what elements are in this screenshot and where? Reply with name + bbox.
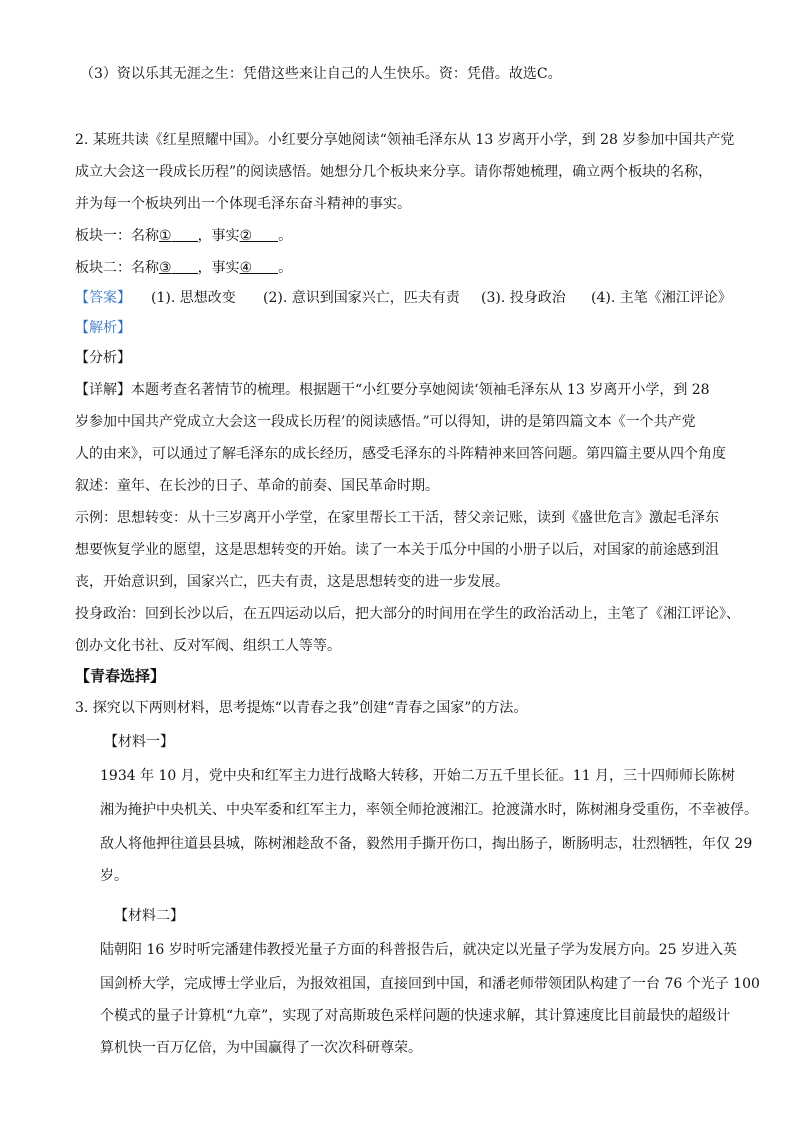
jiexi-label: 【解析】 — [75, 320, 131, 336]
q3-stem: 3. 探究以下两则材料，思考提炼“以青春之我”创建“青春之国家”的方法。 — [75, 700, 528, 716]
politics-line-1: 投身政治：回到长沙以后，在五四运动以后，把大部分的时间用在学生的政治活动上，主笔了《湘江评论》、 — [75, 606, 740, 622]
example-line-1: 示例：思想转变：从十三岁离开小学堂，在家里帮长工干活，替父亲记账，读到《盛世危言》激起毛泽东 — [75, 510, 719, 526]
block-2-mid: ，事实 — [197, 260, 240, 276]
block-1-blank-2[interactable] — [252, 227, 278, 242]
block-1-mark-2: ② — [239, 228, 253, 244]
example-line-2: 想要恢复学业的愿望，这是思想转变的开始。读了一本关于瓜分中国的小册子以后，对国家的前途感到沮 — [75, 542, 719, 558]
answer-4: (4). 主笔《湘江评论》 — [591, 290, 732, 306]
answer-3: (3). 投身政治 — [481, 290, 566, 306]
detail-line-3: 人的由来》，可以通过了解毛泽东的成长经历，感受毛泽东的斗阵精神来回答问题。第四篇主要从四个角度 — [75, 446, 726, 462]
material-2-label: 【材料二】 — [114, 908, 184, 924]
material-2-line-3: 个模式的量子计算机“九章”，实现了对高斯玻色采样问题的快速求解，其计算速度比目前最快的超级计 — [100, 1008, 731, 1024]
block-2-prefix: 板块二：名称 — [75, 260, 159, 276]
block-2-blank-2[interactable] — [252, 259, 278, 274]
fenxi-label: 【分析】 — [75, 350, 131, 366]
q1-explanation-tail: （3）资以乐其无涯之生：凭借这些来让自己的人生快乐。资：凭借。故选C。 — [80, 66, 562, 82]
q2-stem-line-1: 2. 某班共读《红星照耀中国》。小红要分享她阅读“领袖毛泽东从 13 岁离开小学，到 28 岁参加中国共产党 — [75, 132, 735, 148]
q2-stem-line-3: 并为每一个板块列出一个体现毛泽东奋斗精神的事实。 — [75, 196, 411, 212]
q2-stem-line-2: 成立大会这一段成长历程”的阅读感悟。她想分几个板块来分享。请你帮她梳理，确立两个板块的名称， — [75, 164, 713, 180]
section-title: 【青春选择】 — [75, 667, 166, 685]
block-1-end: 。 — [278, 228, 293, 244]
material-1-line-1: 1934 年 10 月，党中央和红军主力进行战略大转移，开始二万五千里长征。11 月，三十四师师长陈树 — [100, 768, 736, 784]
block-2-mark-1: ③ — [159, 260, 172, 276]
material-1-label: 【材料一】 — [104, 734, 174, 750]
block-2-mark-2: ④ — [239, 260, 253, 276]
answer-1: (1). 思想改变 — [151, 290, 236, 306]
example-line-3: 丧，开始意识到，国家兴亡，匹夫有责，这是思想转变的进一步发展。 — [75, 574, 509, 590]
material-2-line-4: 算机快一百万亿倍，为中国赢得了一次次科研尊荣。 — [100, 1040, 422, 1056]
politics-line-2: 创办文化书社、反对军阀、组织工人等等。 — [75, 638, 341, 654]
detail-line-4: 叙述：童年、在长沙的日子、革命的前奏、国民革命时期。 — [75, 478, 439, 494]
material-1-line-3: 敌人将他押往道县县城，陈树湘趁敌不备，毅然用手撕开伤口，掏出肠子，断肠明志，壮烈牺牲，年仅 29 — [100, 836, 753, 852]
detail-line-1: 【详解】本题考查名著情节的梳理。根据题干“小红要分享她阅读‘领袖毛泽东从 13 岁离开小学，到 28 — [75, 382, 710, 398]
material-1-line-4: 岁。 — [100, 868, 128, 884]
block-2-blank-1[interactable] — [172, 259, 198, 274]
block-2-end: 。 — [278, 260, 293, 276]
material-2-line-2: 国剑桥大学，完成博士学业后，为报效祖国，直接回到中国，和潘老师带领团队构建了一台 76 个光子 100 — [100, 976, 760, 992]
material-2-line-1: 陆朝阳 16 岁时听完潘建伟教授光量子方面的科普报告后，就决定以光量子学为发展方向。25 岁进入英 — [100, 942, 737, 958]
block-1-blank-1[interactable] — [172, 227, 198, 242]
block-1-mark-1: ① — [159, 228, 172, 244]
material-1-line-2: 湘为掩护中央机关、中央军委和红军主力，率领全师抢渡湘江。抢渡潇水时，陈树湘身受重伤，不幸被俘。 — [100, 802, 758, 818]
block-1-mid: ，事实 — [197, 228, 240, 244]
answer-label: 【答案】 — [75, 290, 131, 306]
q2-answer-row — [75, 288, 732, 308]
block-1-prefix: 板块一：名称 — [75, 228, 159, 244]
detail-line-2: 岁参加中国共产党成立大会这一段成长历程’的阅读感悟。”可以得知，讲的是第四篇文本《一个共产党 — [75, 414, 696, 430]
answer-2: (2). 意识到国家兴亡，匹夫有责 — [263, 290, 460, 306]
q2-block-2 — [75, 258, 725, 278]
q2-block-1 — [75, 226, 725, 246]
